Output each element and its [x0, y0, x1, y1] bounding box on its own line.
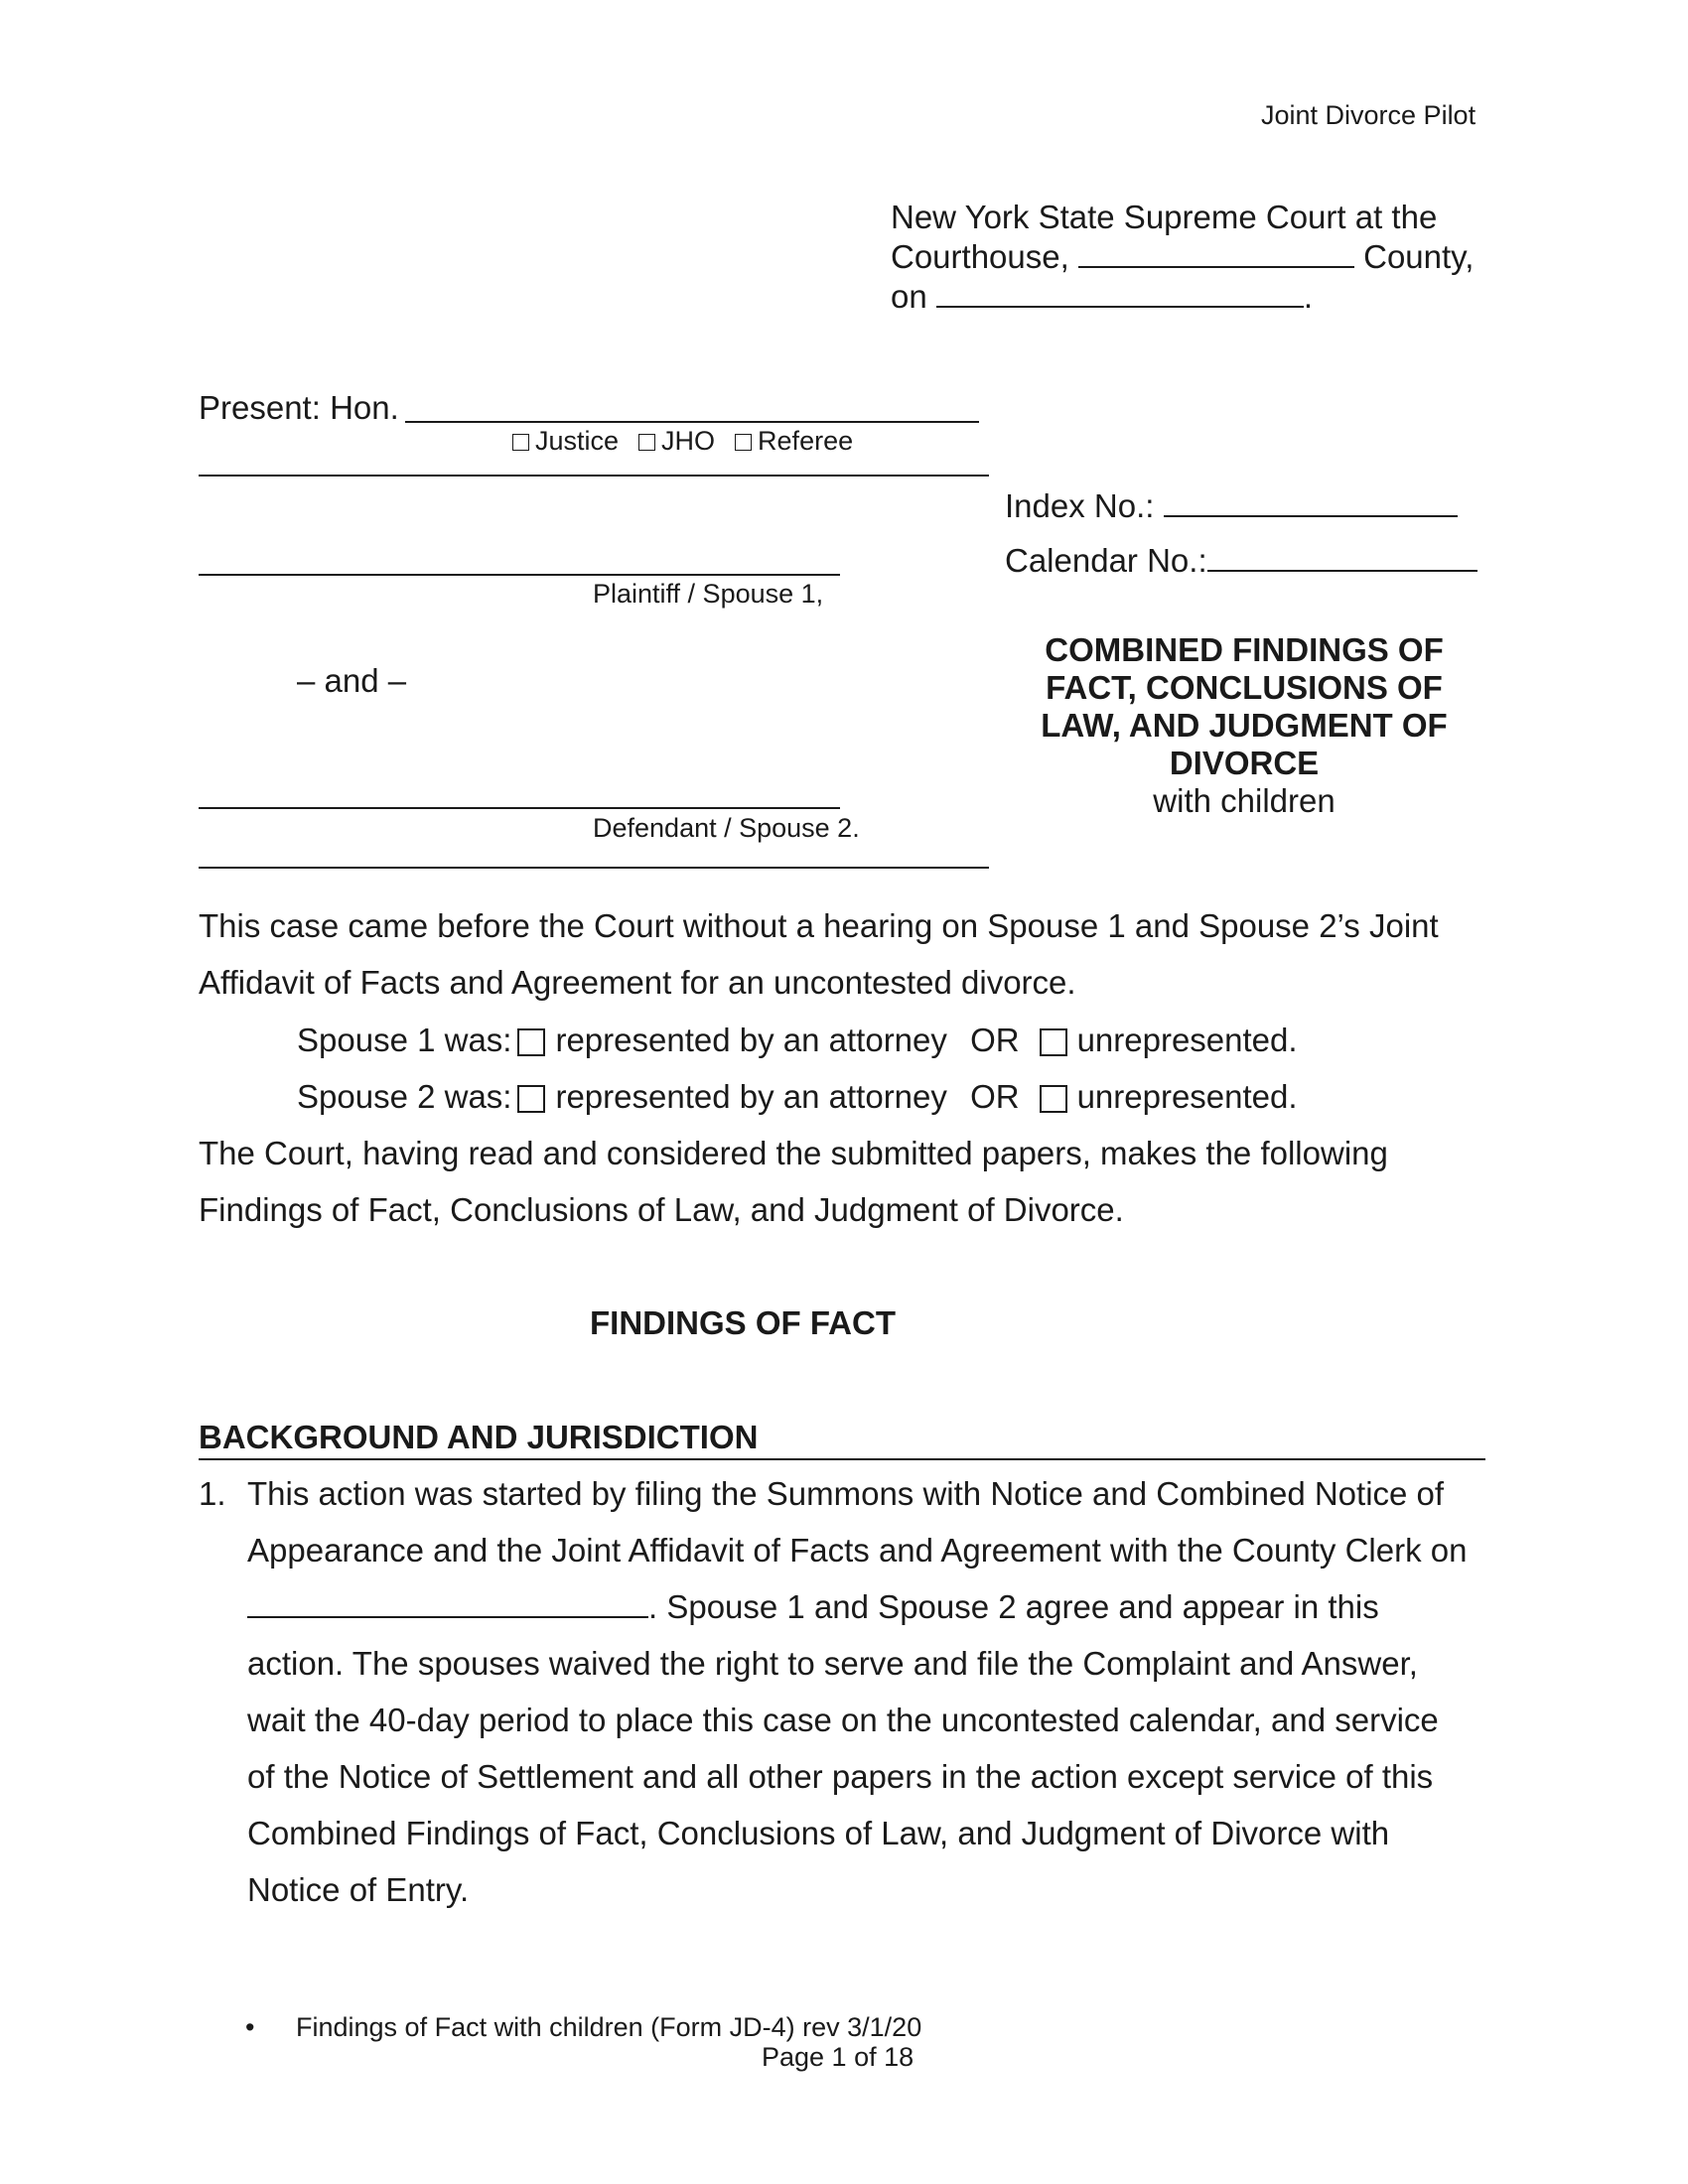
- item1-line-5: wait the 40-day period to place this case on the uncontested calendar, and service: [247, 1702, 1439, 1738]
- item1-line-4: action. The spouses waived the right to serve and file the Complaint and Answer,: [247, 1645, 1418, 1682]
- title-line-1: COMBINED FINDINGS OF: [1045, 631, 1444, 668]
- calendar-number-field[interactable]: [1207, 544, 1477, 572]
- referee-checkbox[interactable]: [735, 434, 752, 451]
- title-line-2: FACT, CONCLUSIONS OF: [1046, 669, 1443, 706]
- caption-bottom-rule: [199, 867, 989, 869]
- justice-checkbox[interactable]: [512, 434, 529, 451]
- spouse2-unrepresented-checkbox[interactable]: [1040, 1085, 1067, 1113]
- index-number-field[interactable]: [1164, 489, 1458, 517]
- calendar-label: Calendar No.:: [1005, 542, 1207, 579]
- index-number-row: [1005, 486, 1458, 526]
- judge-title-options: [512, 425, 853, 457]
- intro-line-1: This case came before the Court without a hearing on Spouse 1 and Spouse 2’s Joint: [199, 907, 1439, 944]
- spouse2-represented-label: represented by an attorney: [555, 1078, 947, 1115]
- item1-number: 1.: [199, 1475, 226, 1512]
- and-label: – and –: [297, 662, 407, 699]
- option-jho[interactable]: JHO: [638, 426, 715, 456]
- spouse1-unrepresented-checkbox[interactable]: [1040, 1028, 1067, 1056]
- option-justice[interactable]: Justice: [512, 426, 619, 456]
- court-date-field[interactable]: [936, 280, 1304, 308]
- spouse1-represented-checkbox[interactable]: [517, 1028, 545, 1056]
- defendant-name-line[interactable]: [199, 807, 840, 809]
- courthouse-label: Courthouse,: [891, 238, 1069, 275]
- intro-line-5: The Court, having read and considered the submitted papers, makes the following: [199, 1135, 1388, 1171]
- spouse1-label: Spouse 1 was:: [297, 1022, 512, 1058]
- jho-checkbox[interactable]: [638, 434, 655, 451]
- plaintiff-name-line[interactable]: [199, 574, 840, 576]
- title-line-4: DIVORCE: [1169, 745, 1320, 781]
- item1-line-3-text: . Spouse 1 and Spouse 2 agree and appear in this: [648, 1588, 1379, 1625]
- subheading-rule: [199, 1458, 1485, 1460]
- calendar-number-row: [1005, 541, 1477, 581]
- spouse1-or: OR: [970, 1022, 1020, 1058]
- item1-line-2: Appearance and the Joint Affidavit of Facts and Agreement with the County Clerk on: [247, 1532, 1468, 1569]
- caption-top-rule: [199, 475, 989, 477]
- footer-page-label: Page 1 of 18: [762, 2042, 914, 2072]
- item1-line-6: of the Notice of Settlement and all other papers in the action except service of this: [247, 1758, 1434, 1795]
- plaintiff-label: Plaintiff / Spouse 1,: [593, 579, 824, 609]
- findings-of-fact-heading: FINDINGS OF FACT: [590, 1304, 896, 1341]
- footer-form-label: Findings of Fact with children (Form JD-4) rev 3/1/20: [296, 2012, 922, 2042]
- intro-line-2: Affidavit of Facts and Agreement for an uncontested divorce.: [199, 964, 1076, 1001]
- document-title: [1015, 631, 1474, 820]
- court-line-1: New York State Supreme Court at the: [891, 199, 1438, 235]
- option-referee[interactable]: Referee: [735, 426, 853, 456]
- spouse1-unrepresented-label: unrepresented.: [1076, 1022, 1298, 1058]
- index-label: Index No.:: [1005, 487, 1155, 524]
- court-line-2: [891, 237, 1506, 277]
- title-line-3: LAW, AND JUDGMENT OF: [1041, 707, 1448, 744]
- county-label: County,: [1363, 238, 1475, 275]
- present-label: Present: Hon.: [199, 389, 399, 426]
- county-field[interactable]: [1078, 240, 1354, 268]
- court-block: [891, 198, 1506, 317]
- spouse1-representation: [297, 1021, 1298, 1060]
- filing-date-field[interactable]: [247, 1590, 648, 1618]
- on-label: on: [891, 278, 927, 315]
- court-date-period: .: [1303, 278, 1314, 315]
- item1-line-7: Combined Findings of Fact, Conclusions of Law, and Judgment of Divorce with: [247, 1815, 1390, 1851]
- pilot-label: Joint Divorce Pilot: [1261, 100, 1477, 130]
- item1-line-8: Notice of Entry.: [247, 1871, 470, 1908]
- title-subtitle: with children: [1153, 782, 1336, 819]
- defendant-label: Defendant / Spouse 2.: [593, 813, 860, 843]
- spouse1-represented-label: represented by an attorney: [555, 1022, 947, 1058]
- judge-name-line[interactable]: [405, 421, 979, 423]
- spouse2-unrepresented-label: unrepresented.: [1076, 1078, 1298, 1115]
- item1-line-1: This action was started by filing the Summons with Notice and Combined Notice of: [247, 1475, 1445, 1512]
- court-line-3: [891, 277, 1506, 317]
- spouse2-representation: [297, 1077, 1298, 1117]
- spouse2-label: Spouse 2 was:: [297, 1078, 512, 1115]
- intro-line-6: Findings of Fact, Conclusions of Law, and Judgment of Divorce.: [199, 1191, 1124, 1228]
- item1-line-3: [247, 1587, 1379, 1627]
- spouse2-or: OR: [970, 1078, 1020, 1115]
- background-jurisdiction-heading: BACKGROUND AND JURISDICTION: [199, 1419, 759, 1455]
- footer-bullet: •: [245, 2012, 255, 2042]
- spouse2-represented-checkbox[interactable]: [517, 1085, 545, 1113]
